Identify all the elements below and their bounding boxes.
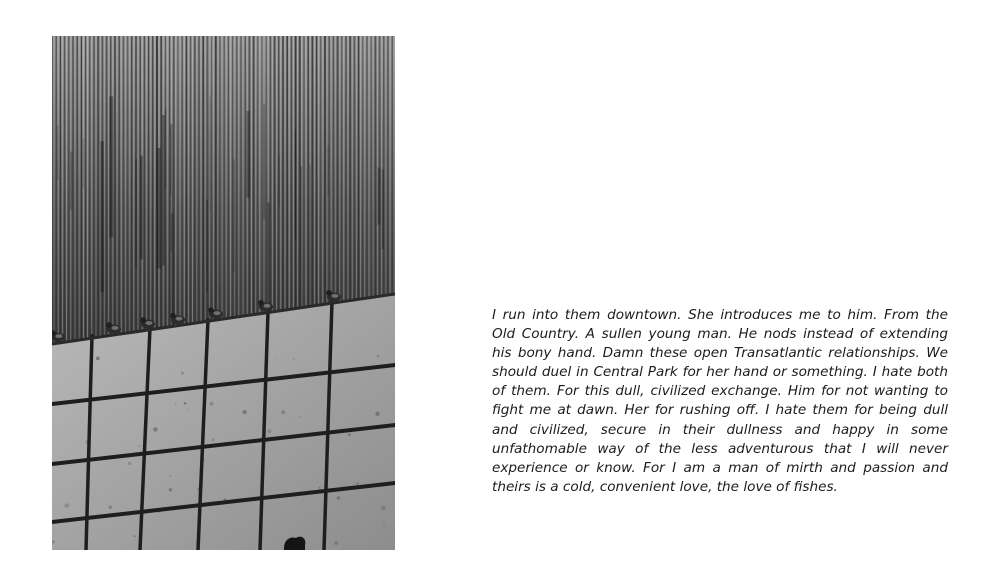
prose-paragraph: I run into them downtown. She introduces me to him. From the Old Country. A sullen young man. He nods instead of extending his bony hand. Damn these open Transatlantic relationships. We should duel in Central Park for her hand or something. I hate both of them. For this dull, civilized exchange. Him for not wanting to fight me at dawn. Her for rushing off. I hate them for being dull and civilized, secure in their dullness and happy in some unfathomable way of the less adventurous that I will never experience or know. For I am a man of mirth and passion and theirs is a cold, convenient love, the love of fishes. [492, 307, 948, 495]
photograph [52, 36, 395, 550]
photograph-artwork [52, 36, 395, 550]
